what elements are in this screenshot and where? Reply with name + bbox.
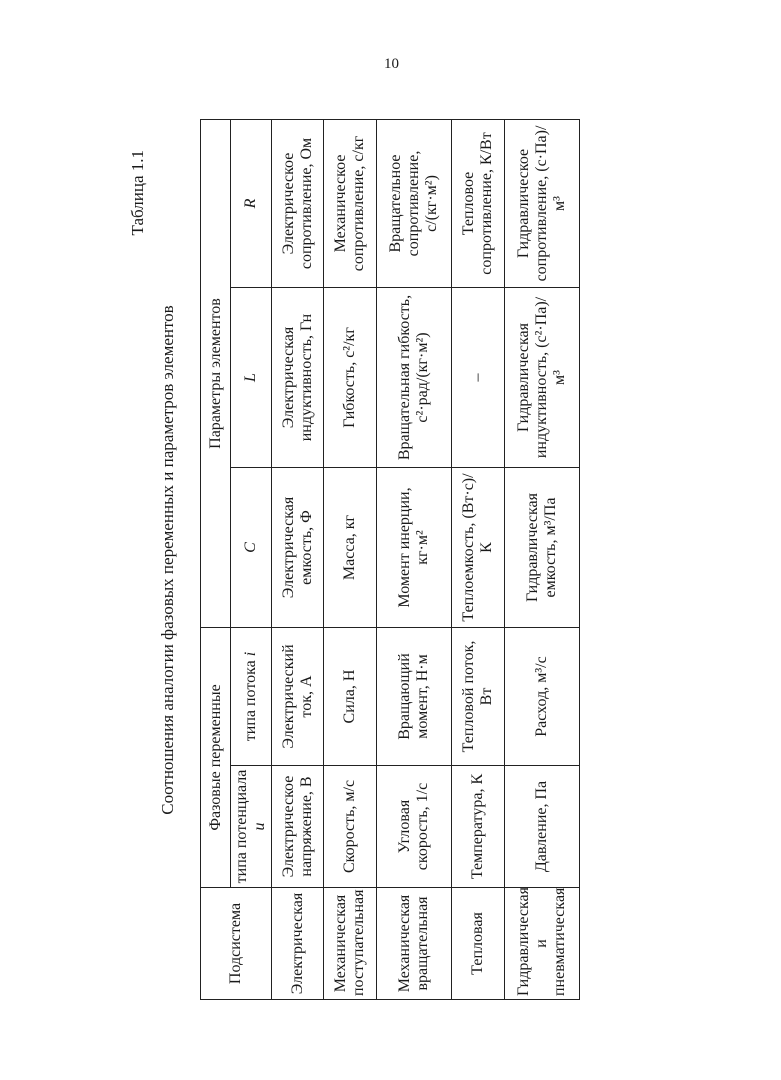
page-number: 10	[384, 56, 399, 72]
cell-subsystem: Механическая вращательная	[376, 888, 451, 1000]
header-potential-type: типа потенциала u	[231, 766, 272, 888]
cell-subsystem: Тепловая	[452, 888, 504, 1000]
cell-potential: Температура, К	[452, 766, 504, 888]
cell-subsystem: Механическая поступательная	[324, 888, 376, 1000]
cell-flow: Сила, Н	[324, 628, 376, 766]
header-element-parameters: Параметры элементов	[201, 119, 231, 627]
table-row	[504, 119, 579, 999]
cell-inductance: Гидравлическая индуктивность, (с²·Па)/м³	[504, 288, 579, 468]
cell-resistance: Тепловое сопротивление, К/Вт	[452, 119, 504, 287]
cell-inductance: Электрическая индуктивность, Гн	[271, 288, 323, 468]
cell-potential: Давление, Па	[504, 766, 579, 888]
cell-potential: Электрическое напряжение, В	[271, 766, 323, 888]
cell-subsystem: Гидравлическая и пневматическая	[504, 888, 579, 1000]
cell-inductance: Гибкость, с²/кг	[324, 288, 376, 468]
table-row	[376, 119, 451, 999]
table-label: Таблица 1.1	[128, 150, 147, 236]
cell-capacitance: Момент инерции, кг·м²	[376, 468, 451, 628]
table-row	[324, 119, 376, 999]
header-r: R	[231, 119, 272, 287]
header-flow-type: типа потока i	[231, 628, 272, 766]
cell-flow: Расход, м³/с	[504, 628, 579, 766]
cell-inductance: Вращательная гибкость, с²·рад/(кг·м²)	[376, 288, 451, 468]
cell-potential: Угловая скорость, 1/с	[376, 766, 451, 888]
table-caption: Соотношения аналогии фазовых переменных и параметров элементов	[158, 305, 177, 815]
cell-resistance: Гидравлическое сопротивление, (с·Па)/м³	[504, 119, 579, 287]
cell-flow: Вращающий момент, Н·м	[376, 628, 451, 766]
cell-capacitance: Теплоемкость, (Вт·с)/К	[452, 468, 504, 628]
header-phase-variables: Фазовые переменные	[201, 628, 231, 888]
header-c: C	[231, 468, 272, 628]
header-row-2	[231, 119, 272, 999]
cell-flow: Тепловой поток, Вт	[452, 628, 504, 766]
cell-subsystem: Электрическая	[271, 888, 323, 1000]
analogy-table	[200, 119, 580, 1000]
rotated-table-container	[128, 120, 580, 1000]
header-l: L	[231, 288, 272, 468]
cell-inductance: –	[452, 288, 504, 468]
cell-capacitance: Гидравлическая емкость, м³/Па	[504, 468, 579, 628]
cell-resistance: Вращательное сопротивление, с/(кг·м²)	[376, 119, 451, 287]
cell-flow: Электрический ток, А	[271, 628, 323, 766]
table-row	[271, 119, 323, 999]
table-row	[452, 119, 504, 999]
cell-capacitance: Электрическая емкость, Ф	[271, 468, 323, 628]
header-subsystem: Подсистема	[201, 888, 272, 1000]
header-row-1	[201, 119, 231, 999]
cell-resistance: Механическое сопротивление, с/кг	[324, 119, 376, 287]
cell-capacitance: Масса, кг	[324, 468, 376, 628]
cell-potential: Скорость, м/с	[324, 766, 376, 888]
cell-resistance: Электрическое сопротивление, Ом	[271, 119, 323, 287]
